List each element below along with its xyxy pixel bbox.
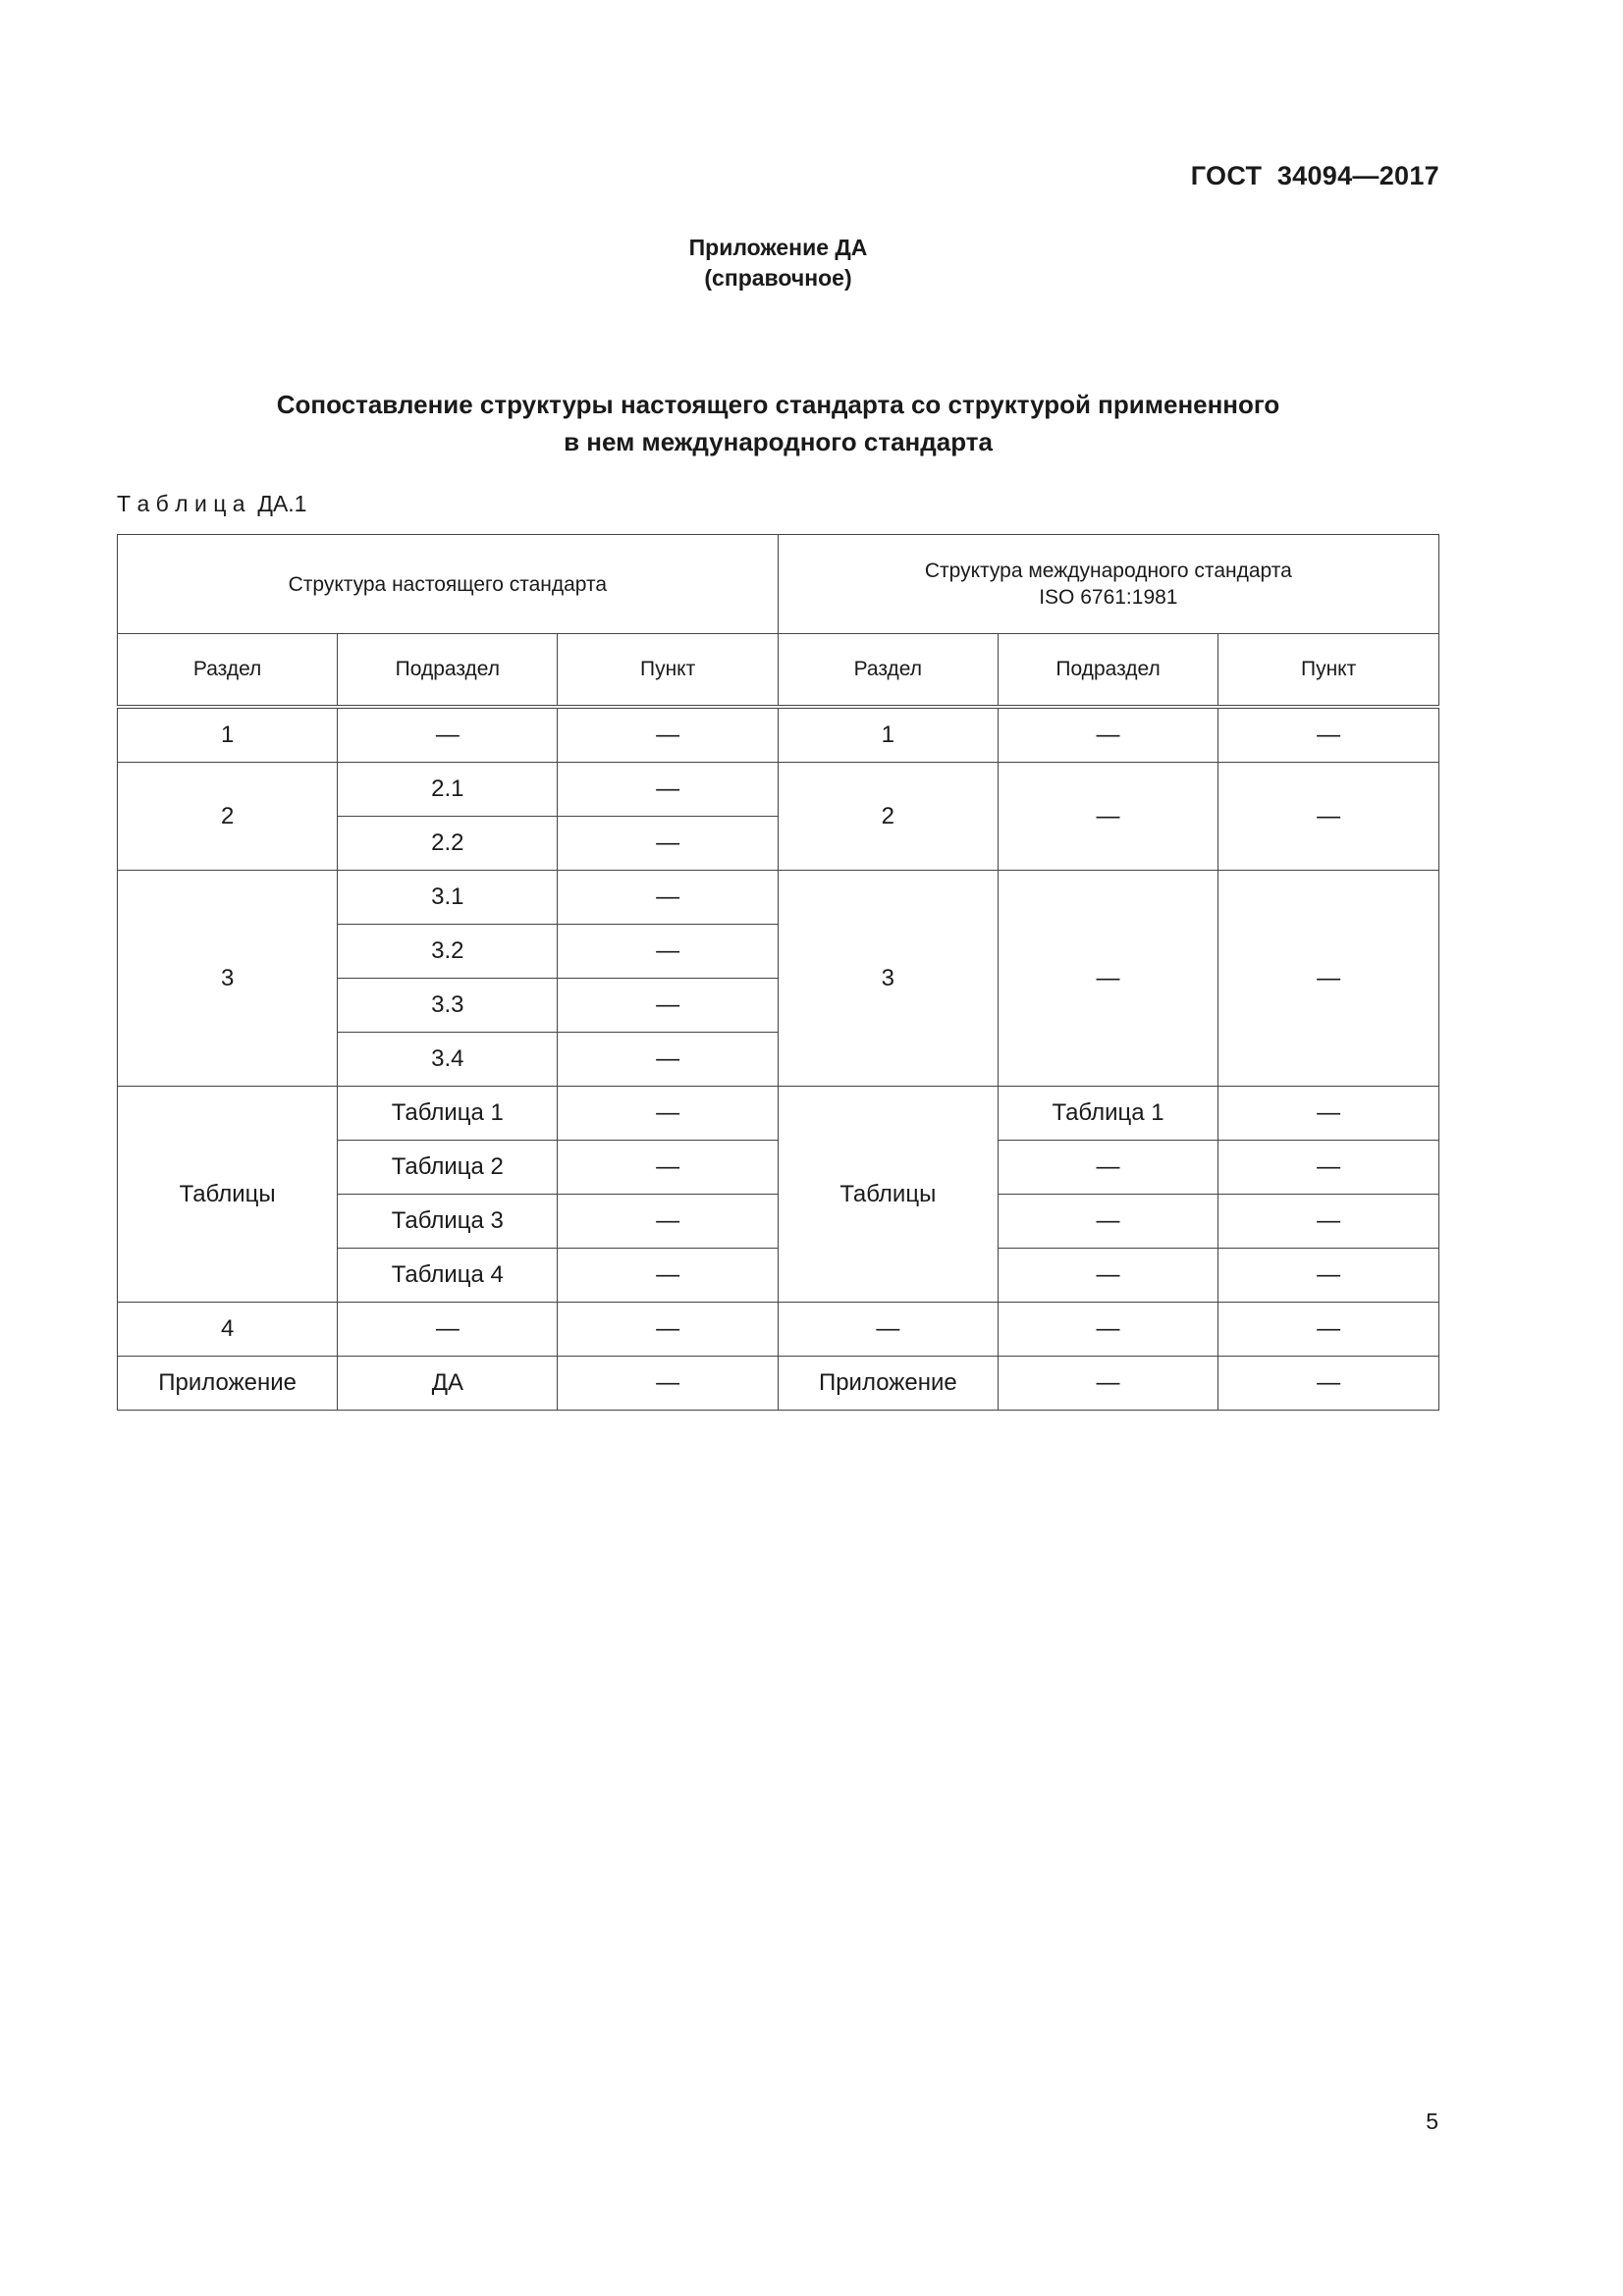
table-row [118, 871, 1439, 925]
table-cell: Таблица 1 [338, 1087, 558, 1141]
table-cell: 2 [778, 763, 998, 871]
table-cell: — [338, 1303, 558, 1357]
table-column-header-row [118, 634, 1439, 708]
table-cell: — [998, 1357, 1217, 1411]
column-header: Пункт [558, 634, 778, 708]
table-cell: Приложение [778, 1357, 998, 1411]
table-cell: — [558, 871, 778, 925]
page-number: 5 [1426, 2109, 1438, 2134]
table-cell: 1 [118, 707, 338, 763]
appendix-title: Приложение ДА [688, 235, 868, 260]
table-cell: — [998, 1141, 1217, 1195]
table-cell: — [1218, 871, 1439, 1087]
table-cell: 3.1 [338, 871, 558, 925]
table-cell: 1 [778, 707, 998, 763]
page-title-line-2: в нем международного стандарта [564, 427, 993, 456]
table-cell: — [778, 1303, 998, 1357]
table-row [118, 707, 1439, 763]
table-cell: Таблица 2 [338, 1141, 558, 1195]
table-row [118, 1303, 1439, 1357]
table-cell: ДА [338, 1357, 558, 1411]
table-group-header-row [118, 535, 1439, 634]
table-cell: Таблицы [778, 1087, 998, 1303]
column-header: Пункт [1218, 634, 1439, 708]
table-row [118, 763, 1439, 817]
table-cell: — [1218, 1195, 1439, 1249]
column-header: Подраздел [338, 634, 558, 708]
table-cell: — [558, 817, 778, 871]
table-cell: — [998, 1249, 1217, 1303]
table-cell: Таблица 4 [338, 1249, 558, 1303]
table-cell: — [558, 1303, 778, 1357]
table-cell: — [558, 1357, 778, 1411]
table-cell: — [558, 707, 778, 763]
column-header: Подраздел [998, 634, 1217, 708]
table-cell: — [1218, 1357, 1439, 1411]
table-cell: — [338, 707, 558, 763]
table-cell: Приложение [118, 1357, 338, 1411]
header-international-line-2: ISO 6761:1981 [1039, 586, 1178, 609]
table-cell: — [558, 925, 778, 979]
table-cell: — [558, 979, 778, 1033]
table-cell: Таблицы [118, 1087, 338, 1303]
table-cell: — [1218, 707, 1439, 763]
table-cell: Таблица 3 [338, 1195, 558, 1249]
appendix-heading [0, 233, 1556, 294]
table-cell: 2.2 [338, 817, 558, 871]
table-cell: — [998, 1195, 1217, 1249]
table-cell: 3.3 [338, 979, 558, 1033]
table-cell: 4 [118, 1303, 338, 1357]
table-cell: — [1218, 1249, 1439, 1303]
table-cell: — [998, 707, 1217, 763]
table-cell: 3.2 [338, 925, 558, 979]
table-cell: — [1218, 1087, 1439, 1141]
document-code: ГОСТ 34094—2017 [1190, 161, 1439, 190]
header-international-standard [778, 535, 1438, 634]
page-title-line-1: Сопоставление структуры настоящего стандарта со структурой примененного [276, 390, 1280, 419]
page-title [0, 386, 1556, 460]
table-cell: — [1218, 1141, 1439, 1195]
table-cell: — [1218, 763, 1439, 871]
table-cell: 3.4 [338, 1033, 558, 1087]
table-cell: — [558, 763, 778, 817]
table-row [118, 1087, 1439, 1141]
table-cell: — [998, 871, 1217, 1087]
column-header: Раздел [118, 634, 338, 708]
table-cell: — [1218, 1303, 1439, 1357]
table-caption: Т а б л и ц а ДА.1 [117, 491, 307, 516]
appendix-subtitle: (справочное) [704, 265, 852, 291]
header-international-line-1: Структура международного стандарта [924, 560, 1292, 582]
table-cell: — [558, 1141, 778, 1195]
table-cell: 2.1 [338, 763, 558, 817]
comparison-table [117, 534, 1439, 1411]
column-header: Раздел [778, 634, 998, 708]
table-cell: 3 [118, 871, 338, 1087]
table-cell: 2 [118, 763, 338, 871]
table-cell: — [558, 1249, 778, 1303]
table-cell: Таблица 1 [998, 1087, 1217, 1141]
table-cell: — [558, 1033, 778, 1087]
table-cell: — [998, 763, 1217, 871]
table-cell: 3 [778, 871, 998, 1087]
header-current-standard: Структура настоящего стандарта [118, 535, 779, 634]
table-cell: — [558, 1087, 778, 1141]
table-cell: — [558, 1195, 778, 1249]
table-row [118, 1357, 1439, 1411]
table-cell: — [998, 1303, 1217, 1357]
